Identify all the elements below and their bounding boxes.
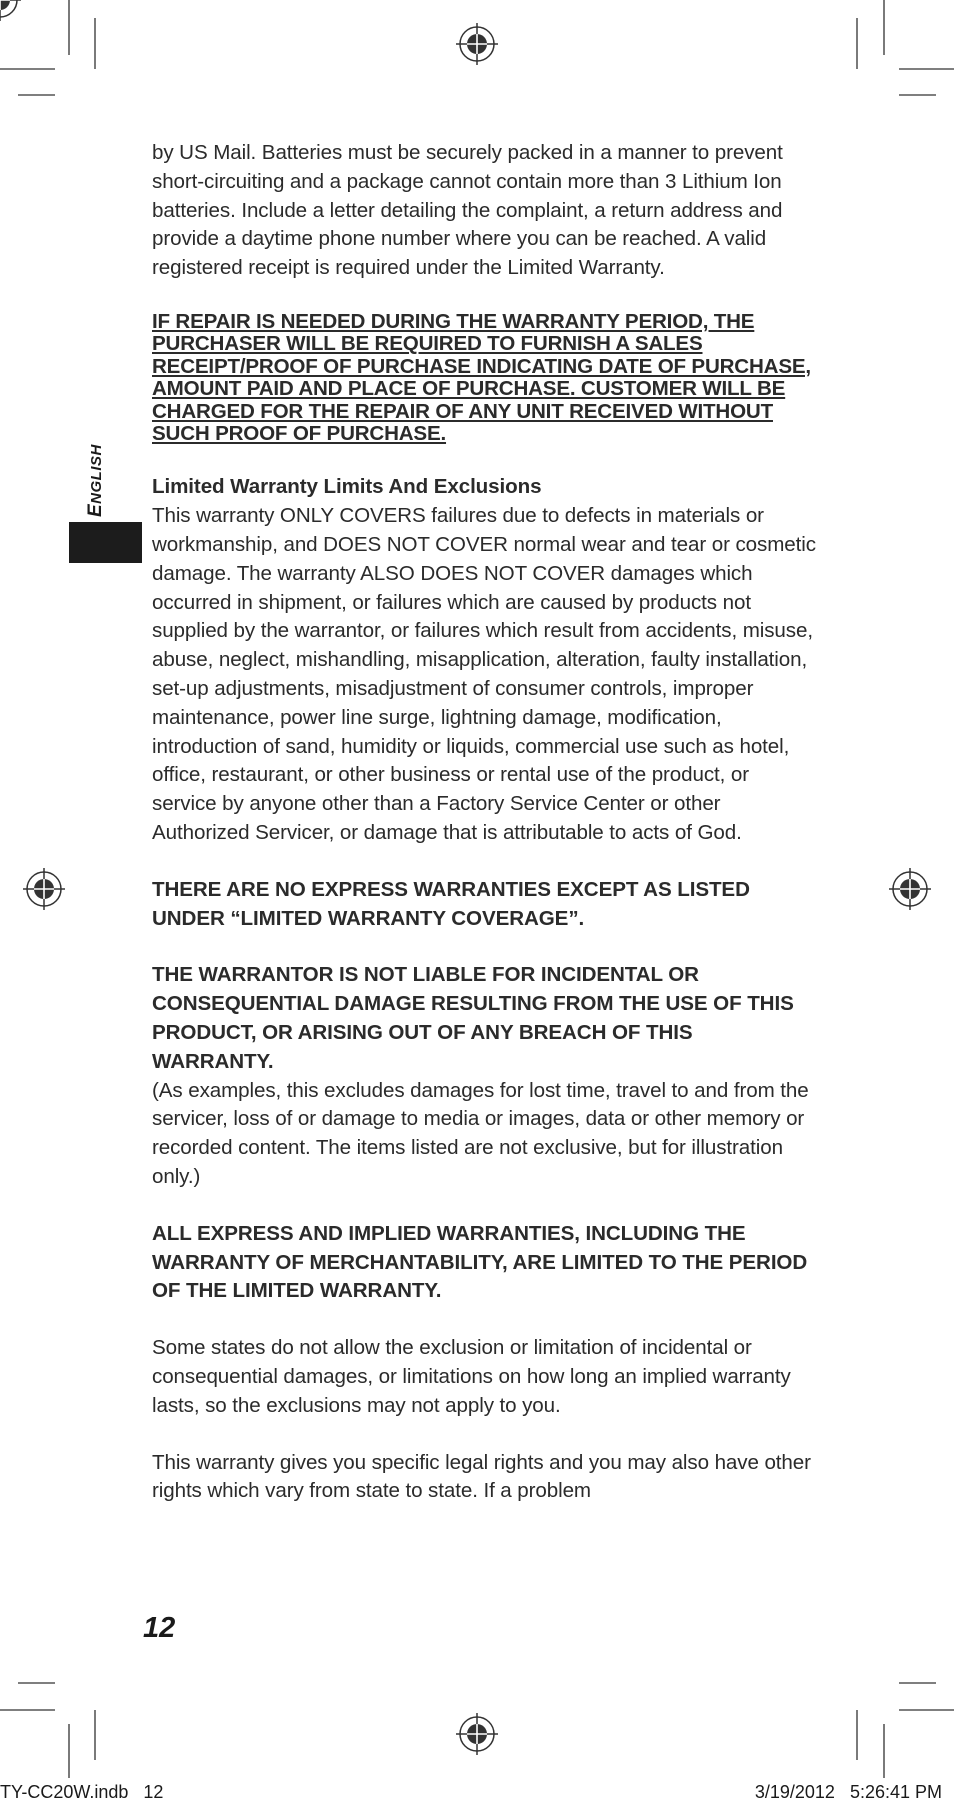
paragraph-shipping: by US Mail. Batteries must be securely packed in a manner to prevent short-circuiting and a package cannot contain more than 3 Lithium Ion batteries. Include a letter detailing the complaint, a return address and provide a daytime phone number where you can be reached. A valid registered receipt is required under the Limited Warranty.	[152, 141, 783, 280]
limits-body: This warranty ONLY COVERS failures due to defects in materials or workmanship, and DOES NOT COVER normal wear and tear or cosmetic damage. The warranty ALSO DOES NOT COVER damages which occurred in shipment, or failures which are caused by products not supplied by the warrantor, or failures which result from accidents, misuse, abuse, neglect, mishandling, misapplication, alteration, faulty installation, set-up adjustments, misadjustment of consumer controls, improper maintenance, power line surge, lightning damage, modification, introduction of sand, humidity or liquids, commercial use such as hotel, office, restaurant, or other business or rental use of the product, or service by anyone other than a Factory Service Center or other Authorized Servicer, or damage that is attributable to acts of God.	[152, 504, 816, 844]
page-content	[152, 139, 817, 1506]
limits-heading: Limited Warranty Limits And Exclusions	[152, 475, 542, 499]
language-label: ENGLISH	[85, 444, 106, 517]
registration-mark-icon	[456, 23, 498, 65]
page-number: 12	[143, 1612, 176, 1644]
no-express-warranties: THERE ARE NO EXPRESS WARRANTIES EXCEPT AS LISTED UNDER “LIMITED WARRANTY COVERAGE”.	[152, 877, 750, 930]
registration-mark-icon	[889, 868, 931, 910]
implied-warranties-clause: ALL EXPRESS AND IMPLIED WARRANTIES, INCLUDING THE WARRANTY OF MERCHANTABILITY, ARE LIMITED TO THE PERIOD OF THE LIMITED WARRANTY.	[152, 1221, 808, 1303]
not-liable-clause: THE WARRANTOR IS NOT LIABLE FOR INCIDENTAL OR CONSEQUENTIAL DAMAGE RESULTING FROM THE USE OF THIS PRODUCT, OR ARISING OUT OF ANY BREACH OF THIS WARRANTY.	[152, 963, 794, 1073]
registration-mark-icon	[456, 1713, 498, 1755]
footer-timestamp: 3/19/2012 5:26:41 PM	[754, 1782, 942, 1802]
proof-of-purchase-notice: IF REPAIR IS NEEDED DURING THE WARRANTY PERIOD, THE PURCHASER WILL BE REQUIRED TO FURNISH A SALES RECEIPT/PROOF OF PURCHASE INDICATING DATE OF PURCHASE, AMOUNT PAID AND PLACE OF PURCHASE. CUSTOMER WILL BE CHARGED FOR THE REPAIR OF ANY UNIT RECEIVED WITHOUT SUCH PROOF OF PURCHASE.	[152, 309, 811, 446]
registration-mark-icon	[23, 868, 65, 910]
registration-mark-icon	[0, 0, 21, 21]
footer-file-name: TY-CC20W.indb 12	[0, 1782, 164, 1802]
examples-clause: (As examples, this excludes damages for lost time, travel to and from the servicer, loss of or damage to media or images, data or other memory or recorded content. The items listed are not exclusive, but for illustration only.)	[152, 1078, 809, 1188]
language-tab-marker	[69, 522, 142, 563]
legal-rights-paragraph: This warranty gives you specific legal rights and you may also have other rights which vary from state to state. If a problem	[152, 1450, 811, 1503]
state-exclusions-paragraph: Some states do not allow the exclusion or limitation of incidental or consequential damages, or limitations on how long an implied warranty lasts, so the exclusions may not apply to you.	[152, 1336, 791, 1417]
